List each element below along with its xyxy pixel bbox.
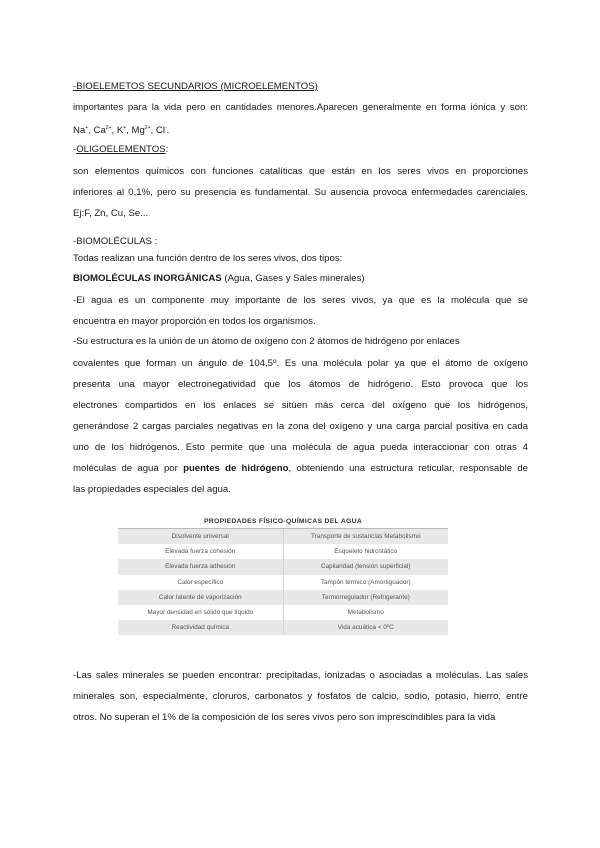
ion-mg: $Mg^{2+}$ <box>131 125 151 137</box>
estructura-line-2: covalentes que forman un ángulo de 104,5º. Es una molécula polar ya que el átomo de oxígeno <box>73 358 528 369</box>
table-row <box>118 620 448 635</box>
estructura-line-5: generándose 2 cargas parciales negativas en la zona del oxígeno y una carga parcial positiva en cada <box>73 421 528 432</box>
sales-line-2: minerales son, especialmente, cloruros, carbonatos y fosfatos de calcio, sodio, potasio, hierro, entre <box>73 691 528 702</box>
table-cell: Calor específico <box>118 575 283 590</box>
table-title: PROPIEDADES FÍSICO-QUÍMICAS DEL AGUA <box>118 514 448 529</box>
table-cell: Tampón térmico (Amortiguador) <box>320 578 411 586</box>
text-biomoleculas: Todas realizan una función dentro de los seres vivos, dos tipos: <box>73 253 343 264</box>
table-row <box>118 529 448 545</box>
table-cell: Mayor densidad en sólido que líquido <box>118 605 283 620</box>
table-cell: Elevada fuerza cohesión <box>118 544 283 559</box>
table-cell: Calor latente de vaporización <box>118 590 283 605</box>
table-row <box>118 575 448 590</box>
agua-line-1: -El agua es un componente muy importante de los seres vivos, ya que es la molécula que se <box>73 295 528 306</box>
table-cell: Transporte de sustancias Metabolismo <box>283 529 448 545</box>
estructura-line-6: uno de los hidrógenos. Esto permite que una molécula de agua pueda interaccionar con otras 4 <box>73 442 528 453</box>
table-cell: Metabolismo <box>347 609 384 617</box>
table-cell: Reactividad química <box>118 620 283 635</box>
table-cell: Vida acuática < 0ºC <box>283 620 448 635</box>
text-oligo-1: son elementos químicos con funciones catalíticas que están en los seres vivos en proporciones <box>73 166 528 177</box>
table-cell: Esqueleto hidrostático <box>334 548 398 556</box>
propiedades-table <box>118 514 448 635</box>
estructura-line-8: las propiedades especiales del agua. <box>73 484 231 495</box>
text-secundarios: importantes para la vida pero en cantidades menores.Aparecen generalmente en forma iónica y son: <box>73 102 528 113</box>
ions-list: Na+, $Ca^{2+}$, K+, $Mg^{2+}$, Cl-. <box>73 125 170 137</box>
table-cell: Capilaridad (tensión superficial) <box>283 559 448 574</box>
estructura-line-4: electrones compartidos en los enlaces se sitúen más cerca del oxígeno que los hidrógenos, <box>73 400 528 411</box>
table-row <box>118 605 448 620</box>
text-oligo-2: inferiores al 0,1%, pero su presencia es fundamental. Su ausencia provoca enfermedades carenciales. <box>73 187 528 198</box>
table-cell: Elevada fuerza adhesión <box>118 559 283 574</box>
agua-line-2: encuentra en mayor proporción en todos los organismos. <box>73 316 316 327</box>
table-row <box>118 590 448 605</box>
estructura-line-7: moléculas de agua por puentes de hidrógeno, obteniendo una estructura reticular, responsable de <box>73 463 528 474</box>
heading-oligo: -OLIGOELEMENTOS: <box>73 144 169 155</box>
ion-cl: Cl- <box>155 125 167 137</box>
table-cell: Disolvente universal <box>118 529 283 545</box>
heading-secundarios: -BIOELEMETOS SECUNDARIOS (MICROELEMENTOS) <box>73 81 318 92</box>
estructura-line-3: presenta una mayor electronegatividad que los átomos de hidrógeno. Esto provoca que los <box>73 379 528 390</box>
estructura-line-1: -Su estructura es la unión de un átomo de oxígeno con 2 átomos de hidrógeno por enlaces <box>73 336 460 347</box>
ion-na: Na+ <box>73 125 89 137</box>
table-header <box>118 514 448 529</box>
sales-line-1: -Las sales minerales se pueden encontrar: precipitadas, ionizadas o asociadas a moléculas. Las sales <box>73 670 528 681</box>
table-cell: Termorregulador (Refrigerante) <box>283 590 448 605</box>
table-row <box>118 544 448 559</box>
heading-inorganicas: BIOMOLÉCULAS INORGÁNICAS (Agua, Gases y Sales minerales) <box>73 273 365 284</box>
ion-ca: $Ca^{2+}$ <box>93 125 112 137</box>
sales-line-3: otros. No superan el 1% de la composición de los seres vivos pero son imprescindibles para la vida <box>73 712 496 723</box>
heading-biomoleculas: -BIOMOLÉCULAS : <box>73 236 158 247</box>
ion-k: K+ <box>116 125 127 137</box>
text-oligo-3: Ej:F, Zn, Cu, Se... <box>73 208 149 219</box>
table-row <box>118 559 448 574</box>
